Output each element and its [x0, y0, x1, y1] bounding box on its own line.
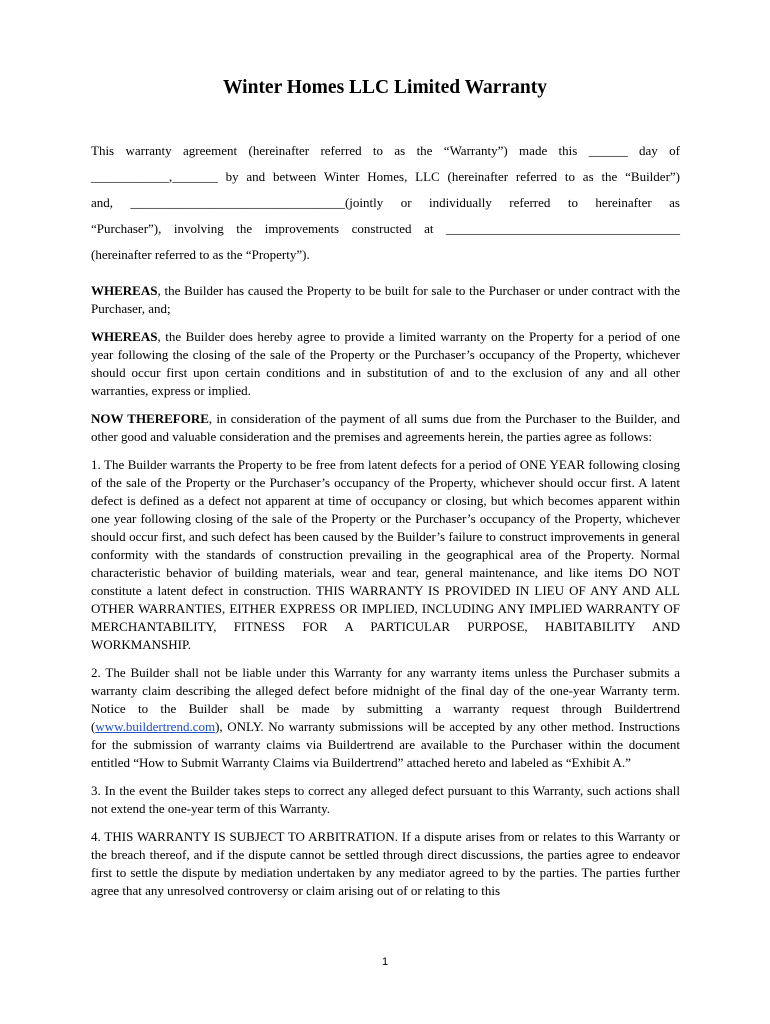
intro-line: (hereinafter referred to as the “Property”). — [91, 247, 310, 262]
intro-line: “Purchaser”), involving the improvements constructed at ____________________________________ — [91, 221, 680, 236]
page-number: 1 — [381, 956, 389, 968]
whereas-lead: WHEREAS — [91, 283, 158, 298]
whereas-text: , the Builder has caused the Property to be built for sale to the Purchaser or under contract with the Purchaser, and; — [91, 283, 680, 316]
intro-line: and, _________________________________(jointly or individually referred to hereinafter as — [91, 195, 680, 210]
whereas-paragraph-2 — [91, 328, 680, 400]
buildertrend-link[interactable]: www.buildertrend.com — [95, 719, 216, 734]
clause-1: 1. The Builder warrants the Property to be free from latent defects for a period of ONE YEAR following closing of the sale of the Property or the Purchaser’s occupancy of the Property, whichever should occur first. A latent defect is defined as a defect not apparent at time of occupancy or closing, but which becomes apparent within one year following closing of the sale of the Property or the Purchaser’s occupancy of the Property, whichever should occur first, and such defect has been caused by the Builder’s failure to construct improvements in general conformity with the standards of construction prevailing in the geographical area of the Property. Normal characteristic behavior of building materials, wear and tear, general maintenance, and like items DO NOT constitute a latent defect in construction. THIS WARRANTY IS PROVIDED IN LIEU OF ANY AND ALL OTHER WARRANTIES, EITHER EXPRESS OR IMPLIED, INCLUDING ANY IMPLIED WARRANTY OF MERCHANTABILITY, FITNESS FOR A PARTICULAR PURPOSE, HABITABILITY AND WORKMANSHIP. — [91, 457, 680, 652]
clause-2 — [91, 664, 680, 772]
now-therefore-paragraph — [91, 410, 680, 446]
clause-3: 3. In the event the Builder takes steps to correct any alleged defect pursuant to this Warranty, such actions shall not extend the one-year term of this Warranty. — [91, 783, 680, 816]
intro-paragraph — [91, 138, 680, 268]
document-body — [91, 138, 680, 900]
whereas-paragraph-1 — [91, 282, 680, 318]
whereas-text: , the Builder does hereby agree to provide a limited warranty on the Property for a period of one year following the closing of the sale of the Property or the Purchaser’s occupancy of the Property, whichever should occur first upon certain conditions and in substitution of and to the exclusion of any and all other warranties, express or implied. — [91, 329, 680, 398]
clause-2-text: ), ONLY. No warranty submissions will be accepted by any other method. Instructions for the submission of warranty claims via Buildertrend are available to the Purchaser within the document entitled “How to Submit Warranty Claims via Buildertrend” attached hereto and labeled as “Exhibit A.” — [91, 719, 680, 770]
whereas-lead: WHEREAS — [91, 329, 158, 344]
now-therefore-lead: NOW THEREFORE — [91, 411, 209, 426]
intro-line: This warranty agreement (hereinafter referred to as the “Warranty”) made this ______ day of — [91, 143, 680, 158]
intro-line: ____________,_______ by and between Winter Homes, LLC (hereinafter referred to as the “Builder”) — [91, 169, 680, 184]
document-title: Winter Homes LLC Limited Warranty — [223, 77, 547, 98]
clause-2-text: 2. The Builder shall not be liable under this Warranty for any warranty items unless the Purchaser submits a warranty claim describing the alleged defect before midnight of the final day of the one-year Warranty term. Notice to the Builder shall be made by submitting a warranty request through Buildertrend ( — [91, 665, 680, 734]
now-therefore-text: , in consideration of the payment of all sums due from the Purchaser to the Builder, and other good and valuable consideration and the premises and agreements herein, the parties agree as follows: — [91, 411, 680, 444]
clause-4: 4. THIS WARRANTY IS SUBJECT TO ARBITRATION. If a dispute arises from or relates to this Warranty or the breach thereof, and if the dispute cannot be settled through direct discussions, the parties agree to endeavor first to settle the dispute by mediation undertaken by any mediator agreed to by the parties. The parties further agree that any unresolved controversy or claim arising out of or relating to this — [91, 829, 680, 898]
